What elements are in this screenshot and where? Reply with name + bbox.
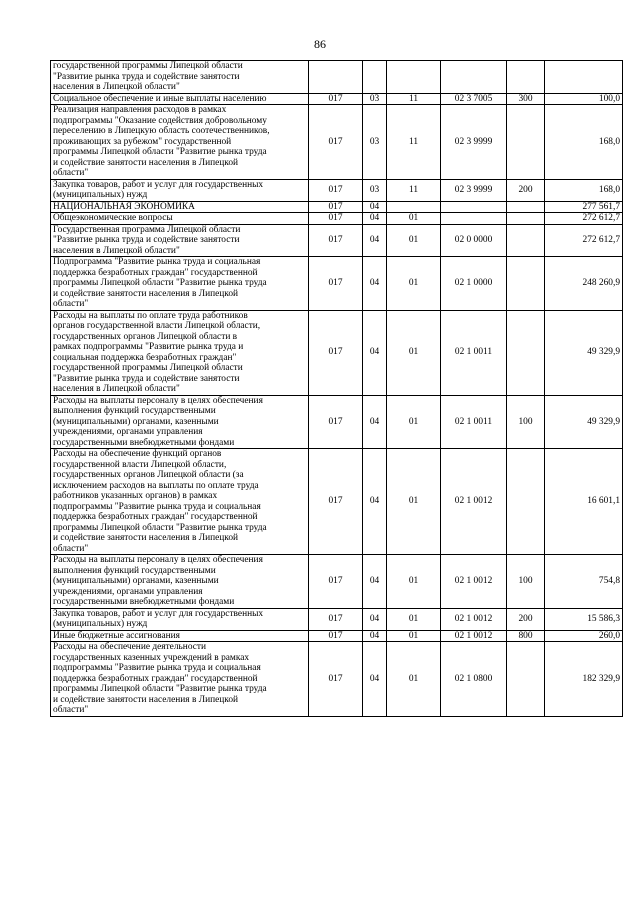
row-target-code: 02 1 0012 [441,630,507,642]
row-ved-code: 017 [309,201,363,213]
page-number: 86 [314,37,326,51]
row-target-code: 02 1 0800 [441,642,507,717]
row-subsection-code [387,201,441,213]
row-subsection-code: 11 [387,105,441,180]
table-row [51,608,623,630]
table-row [51,105,623,180]
row-expense-type-code: 800 [507,630,545,642]
row-subsection-code: 11 [387,93,441,105]
row-ved-code: 017 [309,642,363,717]
row-expense-type-code [507,449,545,555]
row-amount: 754,8 [545,555,623,609]
row-subsection-code: 01 [387,555,441,609]
row-amount: 168,0 [545,179,623,201]
table-row [51,224,623,257]
row-ved-code: 017 [309,179,363,201]
row-ved-code: 017 [309,608,363,630]
row-subsection-code: 01 [387,213,441,225]
row-name: Иные бюджетные ассигнования [51,630,309,642]
row-name: Реализация направления расходов в рамках подпрограммы "Оказание содействия добровольному переселению в Липецкую область соотечественников, проживающих за рубежом" государственной программы Липецкой области "Развитие рынка труда и содействие занятости населения в Липецкой области" [51,105,309,180]
row-section-code: 04 [363,449,387,555]
row-section-code: 04 [363,630,387,642]
row-subsection-code: 01 [387,608,441,630]
row-expense-type-code [507,213,545,225]
table-row [51,61,623,94]
row-name: Закупка товаров, работ и услуг для государственных (муниципальных) нужд [51,179,309,201]
row-amount: 272 612,7 [545,213,623,225]
row-section-code: 03 [363,179,387,201]
row-target-code: 02 3 9999 [441,179,507,201]
row-section-code: 04 [363,608,387,630]
row-section-code: 04 [363,642,387,717]
table-row [51,642,623,717]
row-name: Расходы на выплаты по оплате труда работников органов государственной власти Липецкой области, государственных органов Липецкой области в рамках подпрограммы "Развитие рынка труда и социальная поддержка безработных граждан" государственной программы Липецкой области "Развитие рынка труда и содействие занятости населения в Липецкой области" [51,310,309,395]
row-ved-code [309,61,363,94]
table-row [51,213,623,225]
row-section-code [363,61,387,94]
row-subsection-code: 01 [387,310,441,395]
row-expense-type-code [507,105,545,180]
row-expense-type-code: 300 [507,93,545,105]
row-name: Расходы на обеспечение деятельности государственных казенных учреждений в рамках подпрограммы "Развитие рынка труда и социальная поддержка безработных граждан" государственной программы Липецкой области "Развитие рынка труда и содействие занятости населения в Липецкой области" [51,642,309,717]
row-subsection-code: 01 [387,449,441,555]
row-expense-type-code [507,642,545,717]
row-subsection-code: 01 [387,257,441,311]
row-expense-type-code: 100 [507,555,545,609]
row-section-code: 04 [363,310,387,395]
row-name: Подпрограмма "Развитие рынка труда и социальная поддержка безработных граждан" государственной программы Липецкой области "Развитие рынка труда и содействие занятости населения в Липецкой области" [51,257,309,311]
row-section-code: 04 [363,257,387,311]
table-row [51,93,623,105]
row-expense-type-code [507,61,545,94]
row-name: Общеэкономические вопросы [51,213,309,225]
row-name: Расходы на выплаты персоналу в целях обеспечения выполнения функций государственными (муниципальными) органами, казенными учреждениями, органами управления государственными внебюджетными фондами [51,395,309,449]
table-row [51,449,623,555]
row-ved-code: 017 [309,395,363,449]
row-ved-code: 017 [309,224,363,257]
row-section-code: 04 [363,555,387,609]
row-name: Социальное обеспечение и иные выплаты населению [51,93,309,105]
row-amount: 260,0 [545,630,623,642]
row-name: Закупка товаров, работ и услуг для государственных (муниципальных) нужд [51,608,309,630]
row-ved-code: 017 [309,555,363,609]
table-row [51,201,623,213]
row-name: государственной программы Липецкой области "Развитие рынка труда и содействие занятости населения в Липецкой области" [51,61,309,94]
row-expense-type-code: 200 [507,608,545,630]
table-row [51,310,623,395]
row-name: Расходы на выплаты персоналу в целях обеспечения выполнения функций государственными (муниципальными) органами, казенными учреждениями, органами управления государственными внебюджетными фондами [51,555,309,609]
row-section-code: 04 [363,395,387,449]
row-section-code: 04 [363,213,387,225]
row-subsection-code: 01 [387,395,441,449]
row-target-code: 02 1 0011 [441,395,507,449]
row-amount: 182 329,9 [545,642,623,717]
table-row [51,630,623,642]
row-target-code: 02 1 0000 [441,257,507,311]
row-expense-type-code [507,310,545,395]
row-amount: 168,0 [545,105,623,180]
row-target-code: 02 0 0000 [441,224,507,257]
row-subsection-code: 01 [387,642,441,717]
table-row [51,555,623,609]
row-ved-code: 017 [309,105,363,180]
row-target-code: 02 1 0012 [441,608,507,630]
row-ved-code: 017 [309,93,363,105]
row-subsection-code: 01 [387,224,441,257]
row-subsection-code: 01 [387,630,441,642]
row-expense-type-code: 100 [507,395,545,449]
row-subsection-code [387,61,441,94]
budget-table [50,60,623,717]
row-subsection-code: 11 [387,179,441,201]
row-expense-type-code [507,257,545,311]
row-ved-code: 017 [309,257,363,311]
row-target-code [441,213,507,225]
row-amount: 277 561,7 [545,201,623,213]
row-expense-type-code [507,224,545,257]
row-section-code: 04 [363,224,387,257]
row-section-code: 03 [363,93,387,105]
row-section-code: 03 [363,105,387,180]
row-ved-code: 017 [309,213,363,225]
row-ved-code: 017 [309,630,363,642]
row-expense-type-code [507,201,545,213]
row-target-code [441,201,507,213]
row-amount: 16 601,1 [545,449,623,555]
row-ved-code: 017 [309,449,363,555]
row-amount: 15 586,3 [545,608,623,630]
row-target-code: 02 3 9999 [441,105,507,180]
table-row [51,395,623,449]
row-amount: 272 612,7 [545,224,623,257]
row-ved-code: 017 [309,310,363,395]
row-target-code [441,61,507,94]
row-target-code: 02 3 7005 [441,93,507,105]
row-name: Государственная программа Липецкой области "Развитие рынка труда и содействие занятости населения в Липецкой области" [51,224,309,257]
row-section-code: 04 [363,201,387,213]
table-row [51,257,623,311]
row-amount: 248 260,9 [545,257,623,311]
row-amount: 100,0 [545,93,623,105]
row-amount [545,61,623,94]
table-row [51,179,623,201]
row-name: Расходы на обеспечение функций органов государственной власти Липецкой области, государственных органов Липецкой области (за исключением расходов на выплаты по оплате труда работников указанных органов) в рамках подпрограммы "Развитие рынка труда и социальная поддержка безработных граждан" государственной программы Липецкой области "Развитие рынка труда и содействие занятости населения в Липецкой области" [51,449,309,555]
row-expense-type-code: 200 [507,179,545,201]
row-amount: 49 329,9 [545,310,623,395]
row-target-code: 02 1 0012 [441,449,507,555]
row-target-code: 02 1 0012 [441,555,507,609]
row-target-code: 02 1 0011 [441,310,507,395]
row-name: НАЦИОНАЛЬНАЯ ЭКОНОМИКА [51,201,309,213]
row-amount: 49 329,9 [545,395,623,449]
